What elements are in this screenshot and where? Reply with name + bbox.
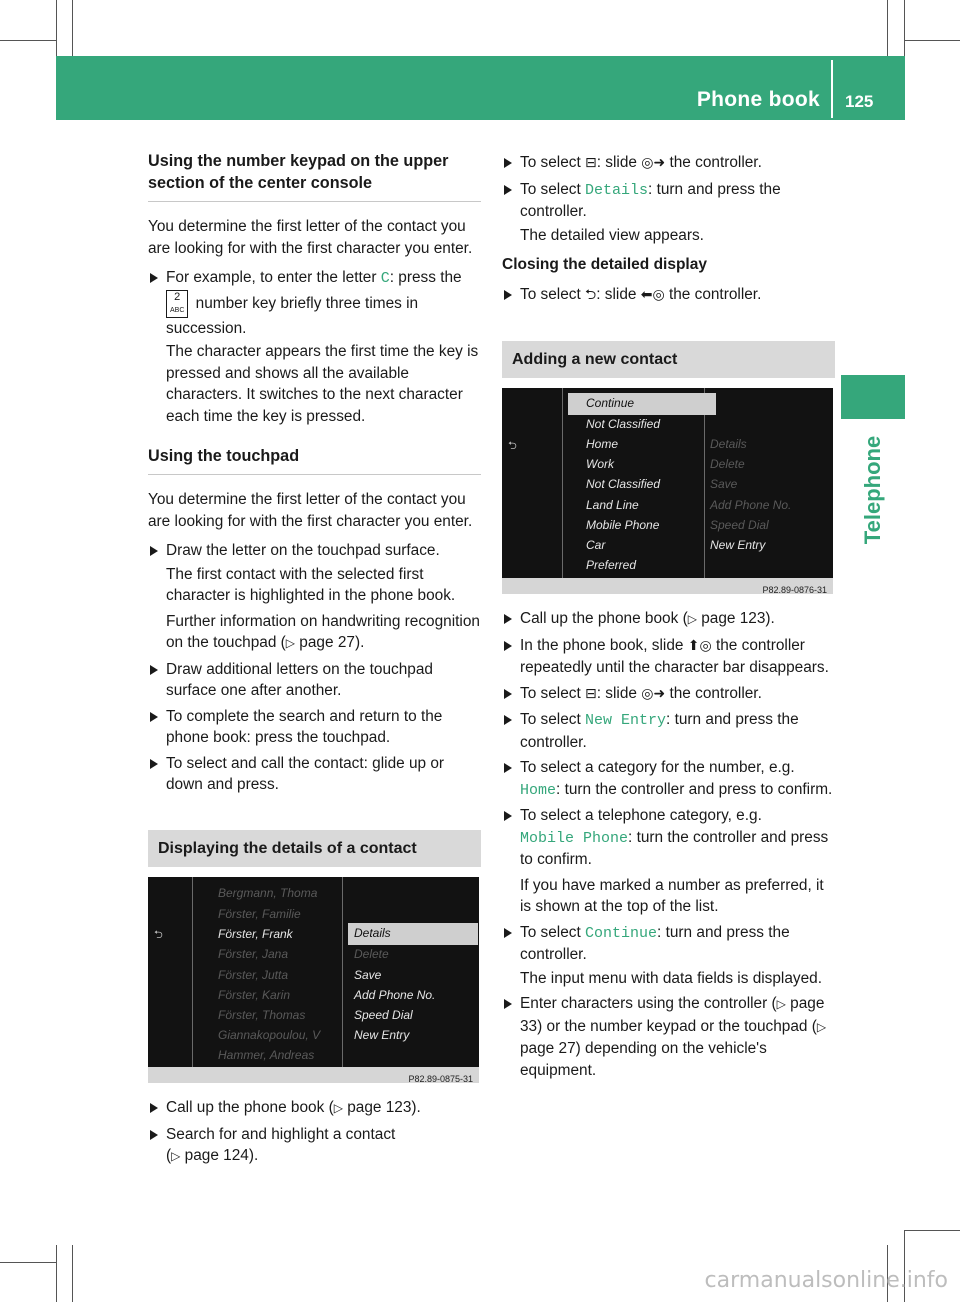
crop-mark bbox=[72, 1245, 73, 1302]
touchpad-step-3: To complete the search and return to the phone book: press the touchpad. bbox=[148, 706, 481, 749]
crop-mark bbox=[56, 0, 57, 56]
crop-mark bbox=[56, 1245, 57, 1302]
header-divider bbox=[831, 60, 833, 118]
details-heading: Displaying the details of a contact bbox=[148, 830, 481, 868]
side-tab bbox=[841, 375, 905, 419]
menu-icon: ⊟ bbox=[585, 155, 597, 171]
page-ref-icon: ▷ bbox=[333, 1101, 343, 1115]
page-ref-icon: ▷ bbox=[171, 1149, 181, 1163]
touchpad-intro: You determine the first letter of the contact you are looking for with the first character you enter. bbox=[148, 491, 473, 530]
right-step-3: To select ⮌: slide ⬅◎ the controller. bbox=[502, 284, 835, 307]
keypad-step-1: For example, to enter the letter C: press the 2 ABC number key briefly three times in succession. bbox=[148, 267, 481, 339]
letter-c: C bbox=[380, 270, 390, 287]
adding-heading: Adding a new contact bbox=[502, 341, 835, 379]
controller-slide-right-icon: ◎➜ bbox=[641, 685, 666, 702]
screenshot-footer bbox=[502, 578, 833, 594]
watermark: carmanualsonline.info bbox=[704, 1268, 948, 1293]
page-ref-icon: ▷ bbox=[687, 612, 697, 626]
page-ref-icon: ▷ bbox=[816, 1019, 827, 1034]
controller-slide-up-icon: ⬆◎ bbox=[687, 637, 712, 654]
menu-icon: ⊟ bbox=[585, 685, 597, 702]
controller-slide-left-icon: ⬅◎ bbox=[640, 287, 665, 303]
page-title: Phone book bbox=[696, 88, 820, 111]
details-step-1: Call up the phone book (▷ page 123). bbox=[148, 1097, 481, 1120]
crop-mark bbox=[887, 0, 888, 56]
controller-slide-right-icon: ◎➜ bbox=[641, 155, 666, 171]
adding-step-7-note: The input menu with data fields is displayed. bbox=[520, 969, 822, 987]
crop-mark bbox=[72, 0, 73, 56]
left-column bbox=[148, 150, 481, 1170]
adding-step-1: Call up the phone book (▷ page 123). bbox=[502, 608, 835, 631]
adding-step-5: To select a category for the number, e.g. Home: turn the controller and press to confirm. bbox=[502, 757, 835, 801]
touchpad-step-2: Draw additional letters on the touchpad surface one after another. bbox=[148, 659, 481, 702]
adding-step-3: To select ⊟: slide ◎➜ the controller. bbox=[502, 683, 835, 706]
touchpad-heading: Using the touchpad bbox=[148, 445, 481, 475]
page-ref-icon: ▷ bbox=[285, 636, 296, 650]
back-icon: ⮌ bbox=[154, 929, 163, 941]
touchpad-step-1: Draw the letter on the touchpad surface. bbox=[148, 540, 481, 562]
adding-screenshot: ⮌ Continue Not Classified Home Work Not Classified Land Line Mobile Phone Car Preferred Details Delete Save Add Phone No. Speed Dial New Entry P82.89-0876-31 bbox=[502, 388, 833, 594]
closing-heading: Closing the detailed display bbox=[502, 256, 707, 273]
keypad-step-1-note: The character appears the first time the key is pressed and shows all the available characters. It switches to the next character each time the key is pressed. bbox=[166, 343, 479, 425]
page-ref-icon: ▷ bbox=[776, 997, 786, 1011]
adding-step-2: In the phone book, slide ⬆◎ the controller repeatedly until the character bar disappears. bbox=[502, 635, 835, 679]
side-tab-label: Telephone bbox=[860, 435, 885, 545]
adding-step-8: Enter characters using the controller (▷ page 33) or the number keypad or the touchpad (▷ page 27) depending on the vehicle's equipment. bbox=[502, 993, 835, 1081]
touchpad-step-4: To select and call the contact: glide up or down and press. bbox=[148, 753, 481, 796]
touchpad-step-1-note: The first contact with the selected first character is highlighted in the phone book. bbox=[166, 565, 456, 604]
details-step-2: Search for and highlight a contact (▷ page 124). bbox=[148, 1124, 481, 1168]
crop-mark bbox=[905, 1230, 960, 1231]
adding-step-6-note: If you have marked a number as preferred, it is shown at the top of the list. bbox=[520, 876, 824, 915]
right-step-2-note: The detailed view appears. bbox=[520, 226, 704, 244]
crop-mark bbox=[904, 0, 905, 56]
details-screenshot: ⮌ Bergmann, Thoma Förster, Familie Förster, Frank Förster, Jana Förster, Jutta Förster, Karin Förster, Thomas Giannakopoulou, V Hammer, Andreas Details Delete Save Add Phone No. Speed Dial New Entry P82.89-0875-31 bbox=[148, 877, 479, 1083]
right-column bbox=[502, 152, 835, 1083]
back-icon: ⮌ bbox=[585, 287, 597, 303]
crop-mark bbox=[905, 40, 960, 41]
back-icon: ⮌ bbox=[508, 440, 517, 452]
right-step-1: To select ⊟: slide ◎➜ the controller. bbox=[502, 152, 835, 175]
figure-code: P82.89-0875-31 bbox=[408, 1074, 473, 1083]
crop-mark bbox=[0, 40, 56, 41]
number-key-2-icon: 2 ABC bbox=[166, 290, 188, 318]
figure-code: P82.89-0876-31 bbox=[762, 585, 827, 594]
adding-step-7: To select Continue: turn and press the controller. bbox=[502, 922, 835, 966]
adding-step-4: To select New Entry: turn and press the controller. bbox=[502, 709, 835, 753]
screenshot-footer bbox=[148, 1067, 479, 1083]
touchpad-step-1-note2: Further information on handwriting recognition on the touchpad (▷ page 27). bbox=[166, 612, 480, 651]
crop-mark bbox=[0, 1262, 56, 1263]
keypad-intro: You determine the first letter of the contact you are looking for with the first character you enter. bbox=[148, 218, 473, 257]
right-step-2: To select Details: turn and press the controller. bbox=[502, 179, 835, 223]
adding-step-6: To select a telephone category, e.g. Mobile Phone: turn the controller and press to confirm. bbox=[502, 805, 835, 871]
page-number: 125 bbox=[845, 92, 874, 111]
keypad-heading: Using the number keypad on the upper section of the center console bbox=[148, 150, 481, 202]
